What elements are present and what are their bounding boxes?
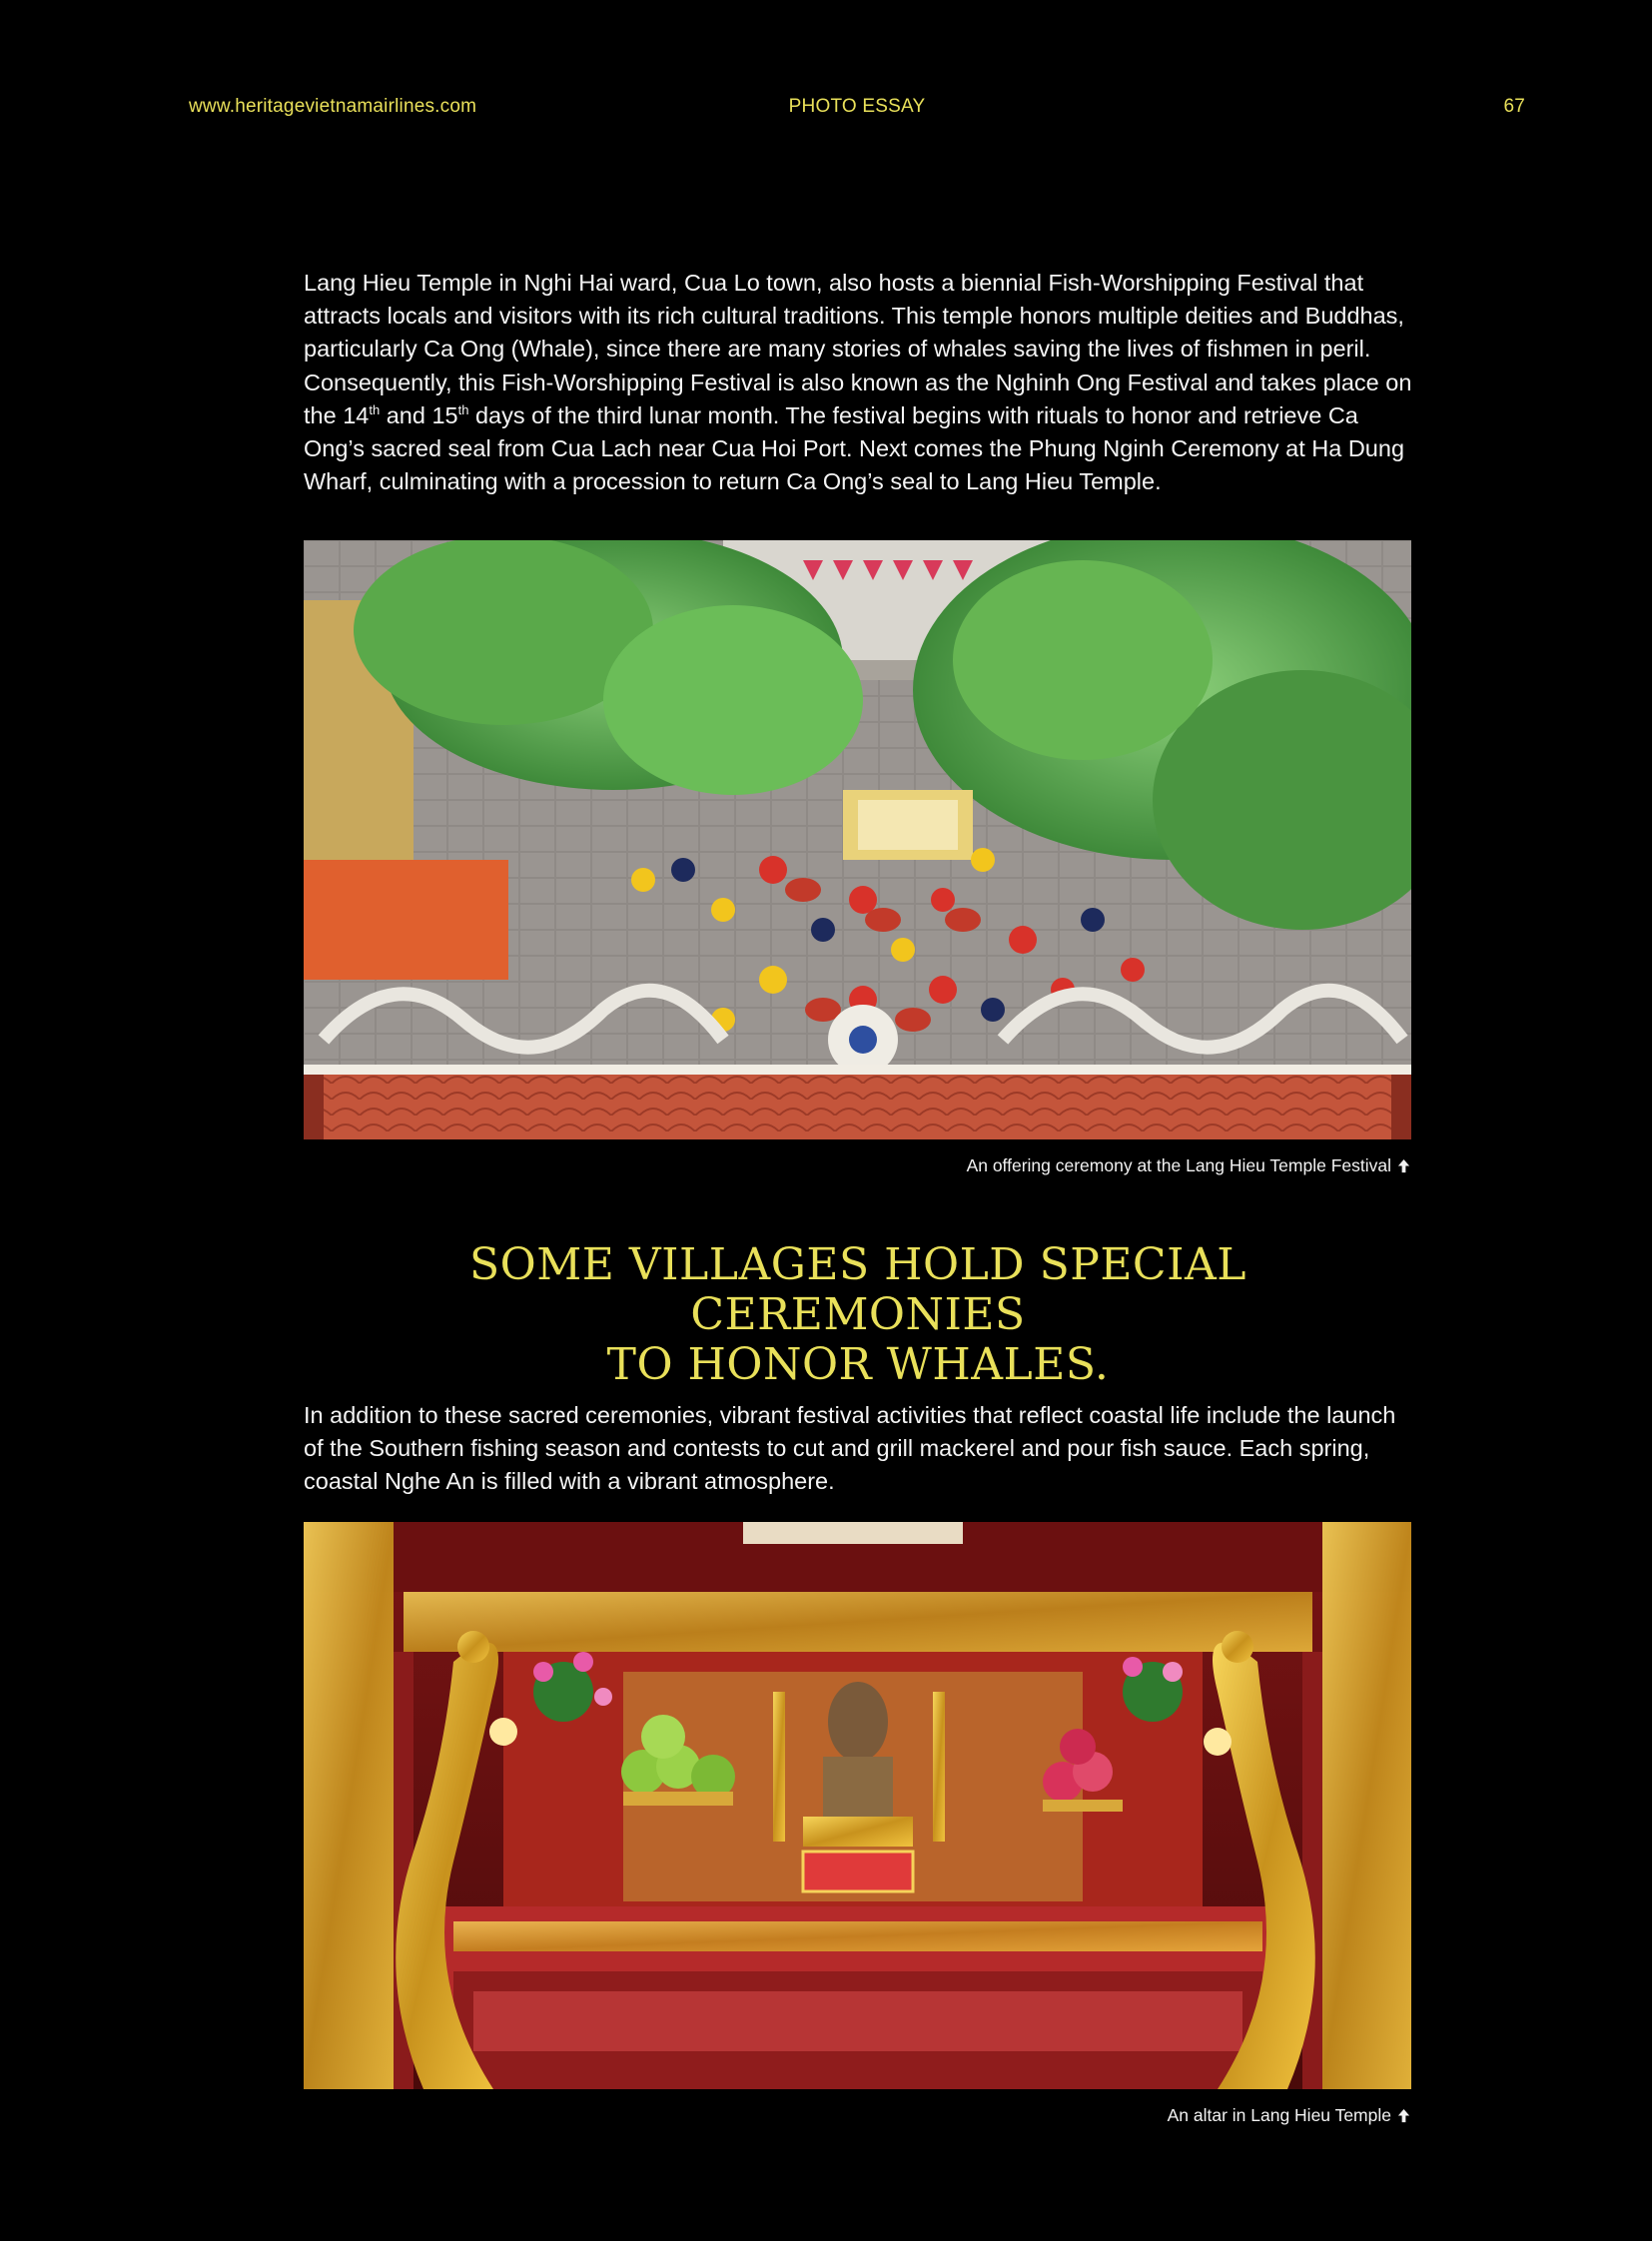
arrow-up-icon [1396,2108,1411,2123]
photo-caption [967,1155,1411,1176]
courtyard-illustration [304,540,1411,1139]
intro-paragraph [304,267,1412,498]
photo-caption [1168,2105,1411,2126]
pull-quote [304,1240,1412,1390]
festival-paragraph: In addition to these sacred ceremonies, vibrant festival activities that reflect coastal life include the launch of the Southern fishing season and contests to cut and grill mackerel and pour fish sauce. Each spring, coastal Nghe An is filled with a vibrant atmosphere. [304,1402,1396,1495]
offering-ceremony-photo [304,540,1411,1139]
temple-altar-photo [304,1522,1411,2089]
section-label: PHOTO ESSAY [788,96,926,117]
pull-quote-line: SOME VILLAGES HOLD SPECIAL CEREMONIES [469,1239,1246,1340]
paragraph-text: and 15 [380,401,458,428]
altar-illustration [304,1522,1411,2089]
caption-text: An offering ceremony at the Lang Hieu Temple Festival [966,1155,1391,1175]
paragraph-text: days of the third lunar month. The festival begins with rituals to honor and retrieve Ca Ong’s sacred seal from Cua Lach near Cua Hoi Port. Next comes the Phung Nginh Ceremony at Ha Dung Wharf, culminating with a procession to return Ca Ong’s seal to Lang Hieu Temple. [304,401,1405,495]
arrow-up-icon [1396,1158,1411,1173]
pull-quote-line: TO HONOR WHALES. [606,1339,1110,1390]
ordinal-suffix: th [369,401,381,417]
paragraph-text: Lang Hieu Temple in Nghi Hai ward, Cua Lo town, also hosts a biennial Fish-Worshipping Festival that attracts locals and visitors with its rich cultural traditions. This temple honors multiple deities and Buddhas, particularly Ca Ong (Whale), since there are many stories of whales saving the lives of fishmen in peril. Consequently, this Fish-Worshipping Festival is also known as the Nghinh Ong Festival and takes place on the 14 [304,270,1412,428]
ordinal-suffix: th [457,401,469,417]
caption-text: An altar in Lang Hieu Temple [1167,2105,1391,2125]
page-number: 67 [1503,96,1525,117]
site-url[interactable]: www.heritagevietnamairlines.com [189,96,477,117]
